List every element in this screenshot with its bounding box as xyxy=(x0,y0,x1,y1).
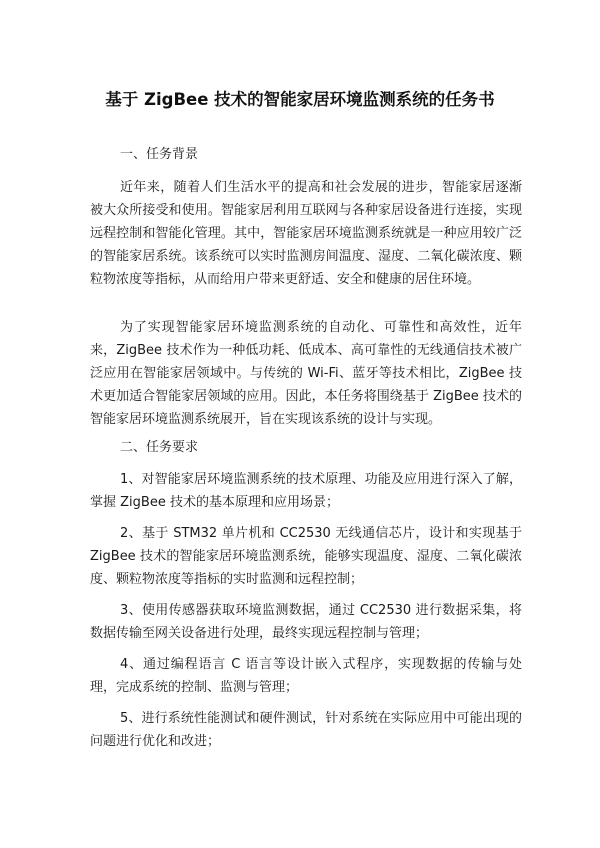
section-heading-background: 一、任务背景 xyxy=(120,147,199,162)
requirement-item-3: 3、使用传感器获取环境监测数据，通过 CC2530 进行数据采集，将数据传输至网关设备进行处理，最终实现远程控制与管理； xyxy=(90,603,522,641)
requirement-item-4: 4、通过编程语言 C 语言等设计嵌入式程序，实现数据的传输与处理，完成系统的控制、监测与管理； xyxy=(90,657,522,695)
background-paragraph-1: 近年来，随着人们生活水平的提高和社会发展的进步，智能家居逐渐被大众所接受和使用。智能家居利用互联网与各种家居设备进行连接，实现远程控制和智能化管理。其中，智能家居环境监测系统就是一种应用较广泛的智能家居系统。该系统可以实时监测房间温度、湿度、二氧化碳浓度、颗粒物浓度等指标，从而给用户带来更舒适、安全和健康的居住环境。 xyxy=(90,180,522,287)
background-paragraph-2: 为了实现智能家居环境监测系统的自动化、可靠性和高效性，近年来，ZigBee 技术作为一种低功耗、低成本、高可靠性的无线通信技术被广泛应用在智能家居领域中。与传统的 Wi-Fi、蓝牙等技术相比，ZigBee 技术更加适合智能家居领域的应用。因此，本任务将围绕基于 ZigBee 技术的智能家居环境监测系统展开，旨在实现该系统的设计与实现。 xyxy=(90,320,522,427)
requirement-item-2: 2、基于 STM32 单片机和 CC2530 无线通信芯片，设计和实现基于 ZigBee 技术的智能家居环境监测系统，能够实现温度、湿度、二氧化碳浓度、颗粒物浓度等指标的实时监测和远程控制； xyxy=(90,526,522,587)
requirement-item-1: 1、对智能家居环境监测系统的技术原理、功能及应用进行深入了解，掌握 ZigBee 技术的基本原理和应用场景； xyxy=(90,472,522,510)
requirement-item-5: 5、进行系统性能测试和硬件测试，针对系统在实际应用中可能出现的问题进行优化和改进； xyxy=(90,711,522,749)
document-title: 基于 ZigBee 技术的智能家居环境监测系统的任务书 xyxy=(105,90,495,109)
section-heading-requirements: 二、任务要求 xyxy=(120,440,199,455)
